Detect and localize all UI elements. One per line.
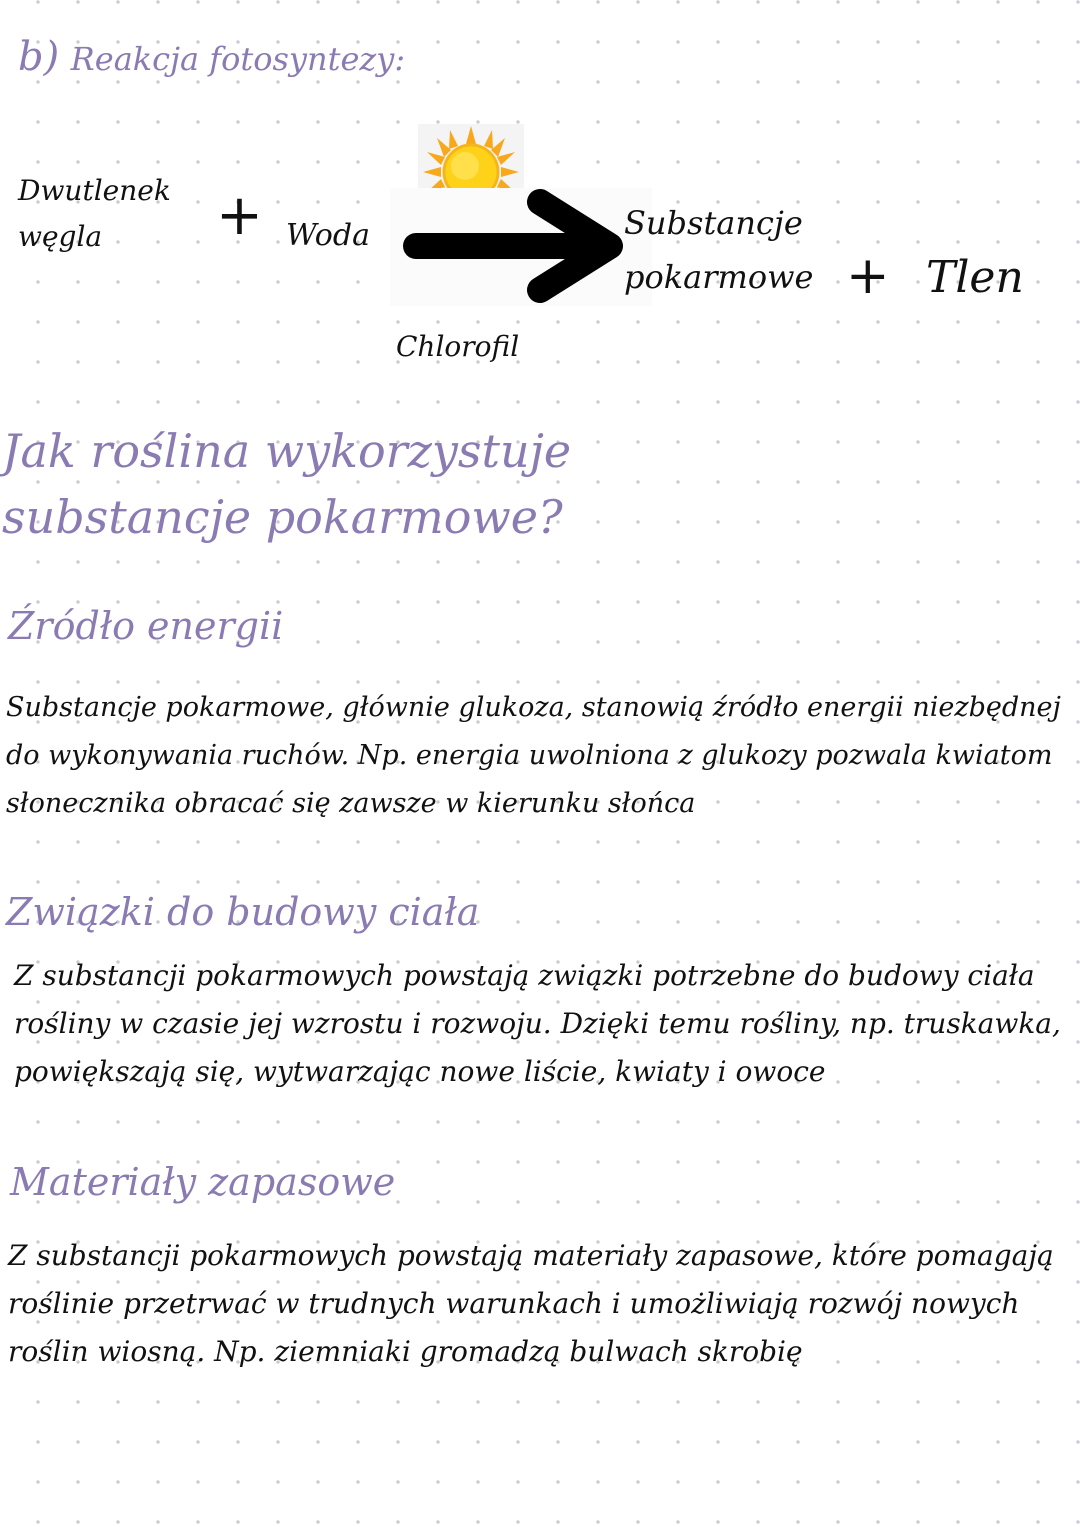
reactant-carbon-dioxide-line2: węgla [18,220,103,253]
section-text-reserve-materials: Z substancji pokarmowych powstają materiały zapasowe, które pomagają roślinie przetrwać w trudnych warunkach i umożliwiają rozwój nowych roślin wiosną. Np. ziemniaki gromadzą bulwach skrobię [8,1239,1054,1368]
arrow-right-icon [390,188,652,306]
heading-text: Reakcja fotosyntezy: [70,40,406,78]
catalyst-chlorophyll: Chlorofil [396,330,520,363]
section-title-body-compounds: Związki do budowy ciała [6,890,480,934]
product-oxygen: Tlen [926,252,1024,303]
section-text-body-compounds: Z substancji pokarmowych powstają związki potrzebne do budowy ciała rośliny w czasie jej wzrostu i rozwoju. Dzięki temu rośliny, np. truskawka, powiększają się, wytwarzając nowe liście, kwiaty i owoce [14,959,1061,1088]
section-title-reserve-materials: Materiały zapasowe [10,1160,396,1204]
heading-prefix: b) [18,34,60,80]
reactant-carbon-dioxide [18,168,171,260]
product-nutrients-line1: Substancje [624,204,803,242]
product-nutrients [624,196,813,304]
plus-sign-2: + [846,246,890,306]
plus-sign-1: + [216,183,263,248]
reactant-carbon-dioxide-line1: Dwutlenek [18,174,171,207]
reactant-water: Woda [286,218,370,253]
main-question: Jak roślina wykorzystuje substancje pokarmowe? [2,424,572,544]
section-title-energy: Źródło energii [8,604,284,648]
product-nutrients-line2: pokarmowe [624,258,814,296]
reaction-heading [18,34,405,80]
section-text-energy: Substancje pokarmowe, głównie glukoza, stanowią źródło energii niezbędnej do wykonywania ruchów. Np. energia uwolniona z glukozy pozwala kwiatom słonecznika obracać się zawsze w kierunku słońca [6,692,1061,819]
